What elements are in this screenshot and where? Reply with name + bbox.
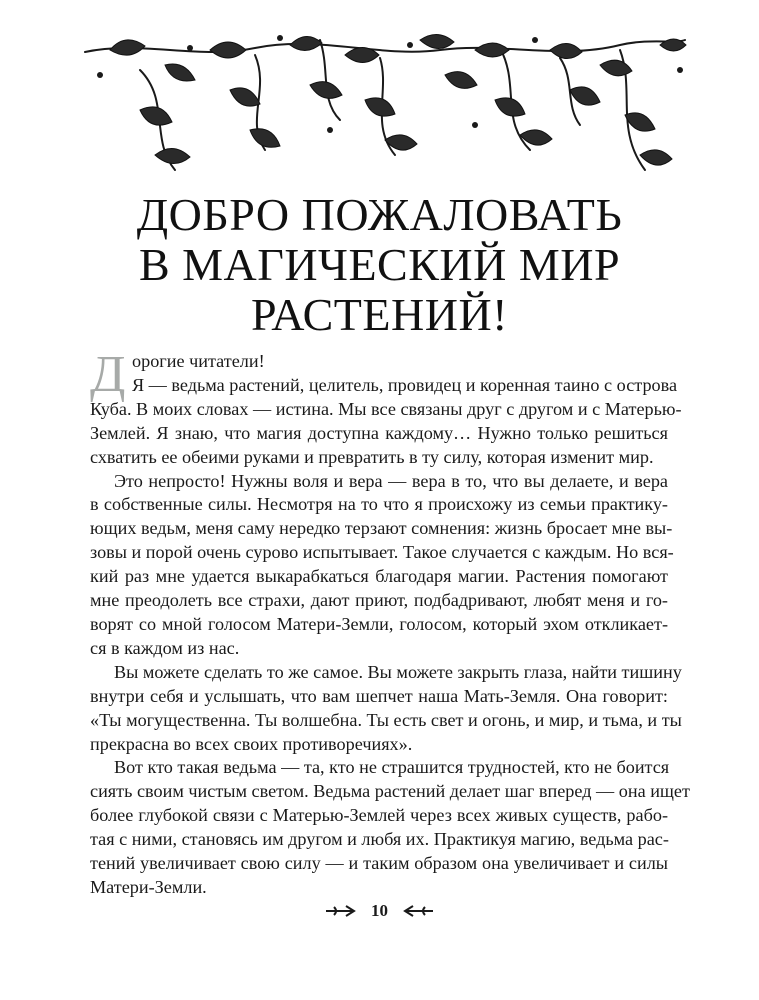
page-number-footer bbox=[0, 900, 759, 924]
text-line: Матери-Земли. bbox=[90, 876, 207, 897]
text-line: ющих ведьм, меня саму нередко терзают сомнения: жизнь бросает мне вы- bbox=[90, 518, 673, 539]
drop-cap: Д bbox=[90, 346, 126, 403]
text-line: прекрасна во всех своих противоречиях». bbox=[90, 733, 413, 754]
text-line: ся в каждом из нас. bbox=[90, 637, 240, 658]
left-flourish-icon bbox=[324, 904, 358, 918]
right-flourish-icon bbox=[401, 904, 435, 918]
floral-vine-ornament bbox=[80, 30, 690, 195]
text-line: Землей. Я знаю, что магия доступна каждому… Нужно только решиться bbox=[90, 422, 668, 443]
text-line: Вы можете сделать то же самое. Вы можете закрыть глаза, найти тишину bbox=[114, 661, 682, 682]
page-number: 10 bbox=[371, 900, 388, 920]
text-line: орогие читатели! bbox=[132, 351, 265, 371]
text-line: тая с ними, становясь им другом и любя их. Практикуя магию, ведьма рас- bbox=[90, 829, 669, 850]
text-line: Куба. В моих словах — истина. Мы все связаны друг с другом и с Матерью- bbox=[90, 398, 682, 419]
text-line: сиять своим чистым светом. Ведьма растений делает шаг вперед — она ищет bbox=[90, 781, 690, 802]
text-line: более глубокой связи с Матерью-Землей через всех живых существ, рабо- bbox=[90, 805, 668, 826]
body-text bbox=[90, 346, 690, 900]
text-line: зовы и порой очень сурово испытывает. Такое случается с каждым. Но вся- bbox=[90, 542, 674, 563]
text-line: схватить ее обеими руками и превратить в ту силу, которая изменит мир. bbox=[90, 446, 654, 467]
text-line: «Ты могущественна. Ты волшебна. Ты есть свет и огонь, и мир, и тьма, и ты bbox=[90, 709, 682, 730]
text-line: Это непросто! Нужны воля и вера — вера в то, что вы делаете, и вера bbox=[114, 470, 668, 491]
text-line: кий раз мне удается выкарабкаться благодаря магии. Растения помогают bbox=[90, 566, 668, 587]
text-line: Я — ведьма растений, целитель, провидец и коренная таино с острова bbox=[132, 374, 678, 395]
title-line: ДОБРО ПОЖАЛОВАТЬ bbox=[136, 189, 623, 240]
page-title bbox=[0, 190, 759, 340]
text-line: ворят со мной голосом Матери-Земли, голосом, который эхом откликает- bbox=[90, 613, 668, 634]
title-line: РАСТЕНИЙ! bbox=[251, 289, 508, 340]
text-line: внутри себя и услышать, что вам шепчет наша Мать-Земля. Она говорит: bbox=[90, 685, 668, 706]
text-line: тений увеличивает свою силу — и таким образом она увеличивает и силы bbox=[90, 853, 668, 874]
text-line: мне преодолеть все страхи, дают приют, подбадривают, любят меня и го- bbox=[90, 590, 668, 611]
text-line: Вот кто такая ведьма — та, кто не страшится трудностей, кто не боится bbox=[114, 757, 670, 778]
title-line: В МАГИЧЕСКИЙ МИР bbox=[138, 239, 621, 290]
text-line: в собственные силы. Несмотря на то что я происхожу из семьи практику- bbox=[90, 494, 668, 515]
